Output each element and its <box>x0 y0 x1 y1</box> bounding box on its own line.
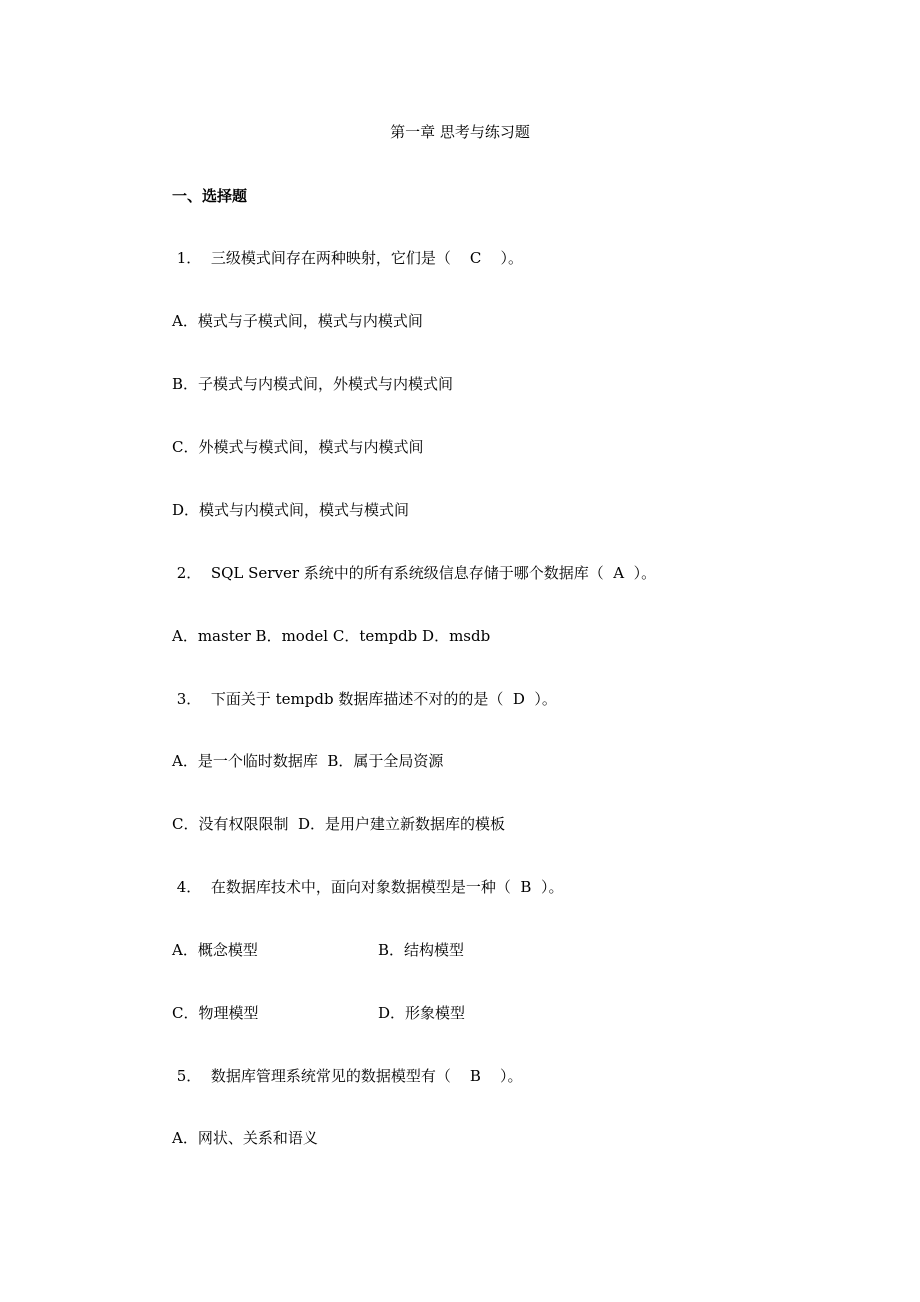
question-4-option-b: B．结构模型 <box>378 941 465 959</box>
question-1-option-d: D．模式与内模式间，模式与模式间 <box>172 501 410 519</box>
question-4-stem: 4． 在数据库技术中，面向对象数据模型是一种（ B ）。 <box>172 878 564 896</box>
question-3-options-line-1: A．是一个临时数据库 B．属于全局资源 <box>172 752 444 770</box>
question-1-stem: 1． 三级模式间存在两种映射，它们是（ C ）。 <box>172 249 523 267</box>
section-heading: 一、选择题 <box>172 187 248 205</box>
question-1-option-c: C．外模式与模式间，模式与内模式间 <box>172 438 424 456</box>
question-4-option-d: D．形象模型 <box>378 1004 466 1022</box>
question-1-option-b: B．子模式与内模式间，外模式与内模式间 <box>172 375 454 393</box>
question-3-stem: 3． 下面关于 tempdb 数据库描述不对的的是（ D ）。 <box>172 690 557 708</box>
chapter-title: 第一章 思考与练习题 <box>390 123 530 141</box>
question-2-options: A．master B．model C．tempdb D．msdb <box>172 627 491 645</box>
question-4-option-c: C．物理模型 <box>172 1004 259 1022</box>
question-5-stem: 5． 数据库管理系统常见的数据模型有（ B ）。 <box>172 1067 523 1085</box>
question-5-option-a: A．网状、关系和语义 <box>172 1129 318 1147</box>
question-2-stem: 2． SQL Server 系统中的所有系统级信息存储于哪个数据库（ A ）。 <box>172 564 657 582</box>
question-3-options-line-2: C．没有权限限制 D．是用户建立新数据库的模板 <box>172 815 506 833</box>
question-4-option-a: A．概念模型 <box>172 941 258 959</box>
question-1-option-a: A．模式与子模式间，模式与内模式间 <box>172 312 423 330</box>
